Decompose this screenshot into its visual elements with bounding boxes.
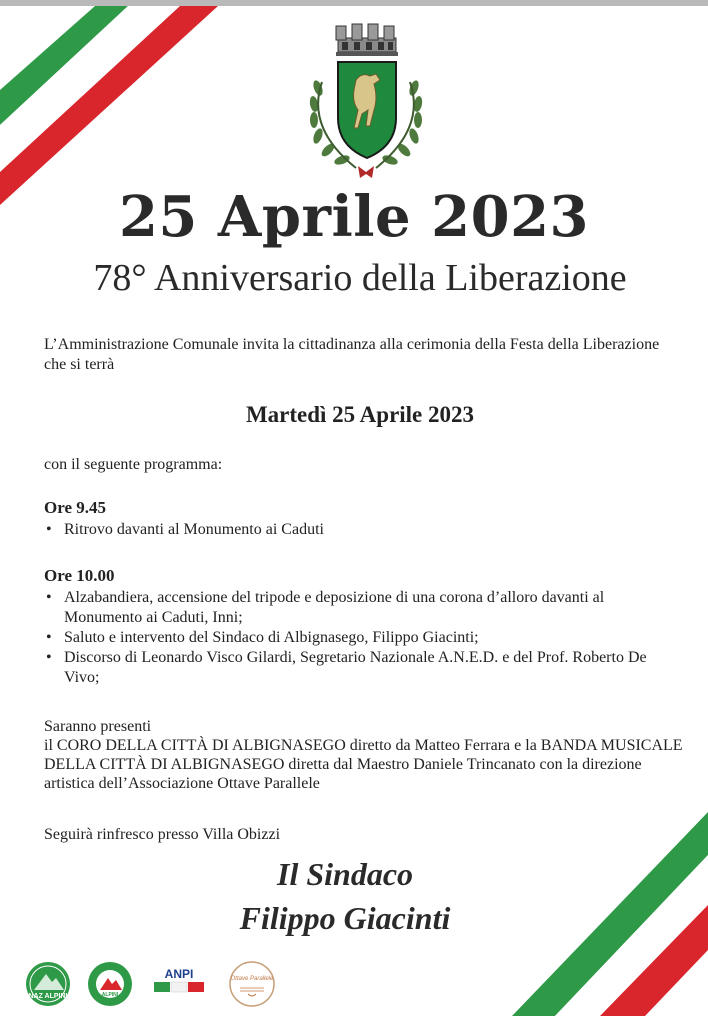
crown-icon [336,24,398,56]
list-item: • Alzabandiera, accensione del tripode e deposizione di una corona d’alloro davanti al Monumento ai Caduti, Inni; [44,588,684,628]
logo-text: NAZ ALPINI [28,993,68,1000]
page-subtitle: 78° Anniversario della Liberazione [93,257,627,299]
refreshment-note: Seguirà rinfresco presso Villa Obizzi [44,826,281,843]
list-item: • Ritrovo davanti al Monumento ai Caduti [44,520,684,540]
schedule-list-1 [44,520,684,540]
alpini-group-logo-icon [86,960,134,1008]
schedule-time-2: Ore 10.00 [44,566,115,585]
event-date: Martedì 25 Aprile 2023 [245,402,475,427]
signature-name: Filippo Giacinti [239,900,451,936]
shield-icon [338,62,396,158]
ribbon-bow-icon [358,166,374,178]
anpi-logo-icon [152,966,206,994]
logo-text: ANPI [164,967,194,981]
top-left-ribbon [0,6,218,205]
municipal-crest-icon [296,18,436,184]
intro-text: L’Amministrazione Comunale invita la cittadinanza alla cerimonia della Festa della Liberazione che si terrà [44,336,660,373]
signature-role: Il Sindaco [276,856,414,892]
participants-block [44,717,694,793]
logo-text: ALPINI [101,992,119,998]
participants-heading: Saranno presenti [44,718,152,735]
page-title: 25 Aprile 2023 [118,184,590,250]
ottave-parallele-logo-icon [228,960,276,1008]
list-item: • Discorso di Leonardo Visco Gilardi, Segretario Nazionale A.N.E.D. e del Prof. Roberto De Vivo; [44,648,684,688]
ana-alpini-logo-icon [24,960,72,1008]
schedule-list-2 [44,588,684,688]
participants-text: il CORO DELLA CITTÀ DI ALBIGNASEGO diretto da Matteo Ferrara e la BANDA MUSICALE DELLA CITTÀ DI ALBIGNASEGO diretta dal Maestro Daniele Trincanato con la direzione artistica dell’Associazione Ottave Parallele [44,737,683,792]
list-item: • Saluto e intervento del Sindaco di Albignasego, Filippo Giacinti; [44,628,684,648]
program-intro: con il seguente programma: [44,456,223,473]
schedule-time-1: Ore 9.45 [44,498,107,517]
logo-text: Ottave Parallele [230,976,274,982]
